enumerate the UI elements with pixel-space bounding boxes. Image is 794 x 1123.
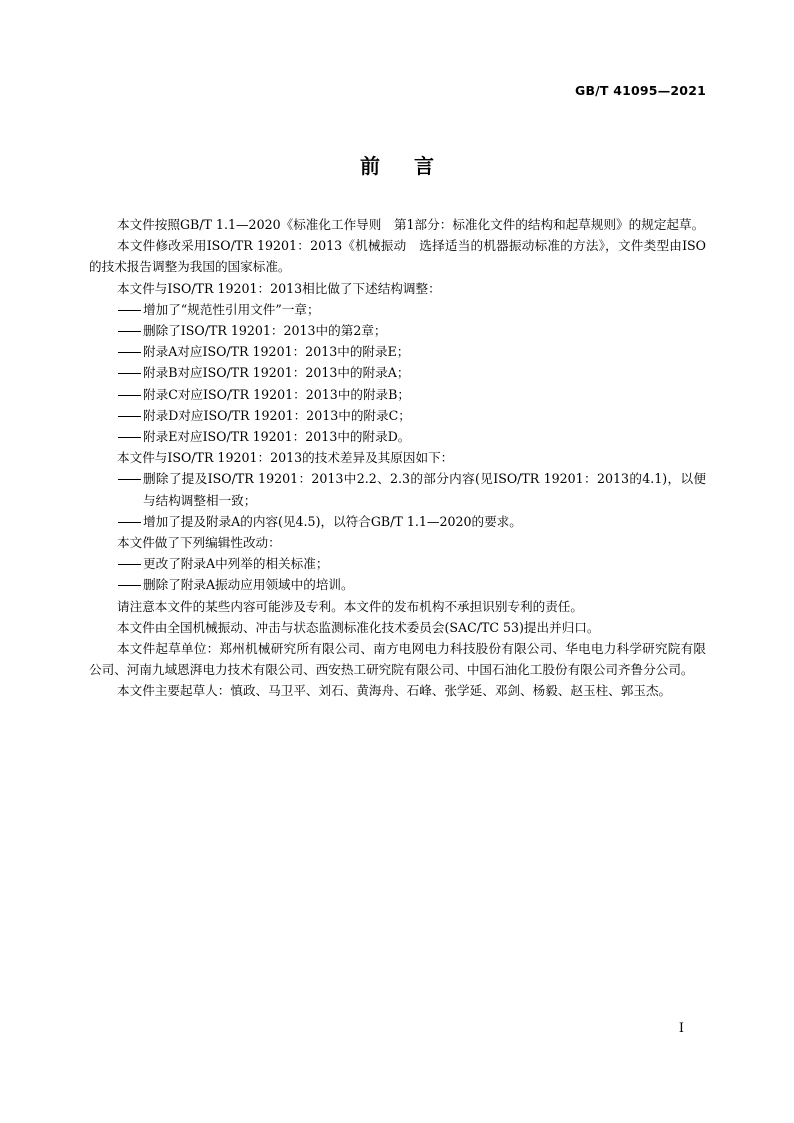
standard-number: GB/T 41095—2021	[574, 83, 706, 98]
editorial-changes-list	[89, 553, 706, 595]
list-item: 删除了附录A振动应用领域中的培训。	[143, 577, 354, 593]
list-item: 增加了提及附录A的内容(见4.5)，以符合GB/T 1.1—2020的要求。	[143, 513, 522, 529]
paragraph-drafting-rules: 本文件按照GB/T 1.1—2020《标准化工作导则 第1部分：标准化文件的结构和起草规则》的规定起草。	[117, 217, 705, 232]
structural-changes-list	[89, 299, 706, 447]
paragraph-technical-intro: 本文件与ISO/TR 19201：2013的技术差异及其原因如下：	[117, 450, 454, 466]
paragraph-proposer: 本文件由全国机械振动、冲击与状态监测标准化技术委员会(SAC/TC 53)提出并归口。	[117, 619, 600, 635]
paragraph-drafting-units: 本文件起草单位：郑州机械研究所有限公司、南方电网电力科技股份有限公司、华电电力科学研究院有限公司、河南九域恩湃电力技术有限公司、西安热工研究院有限公司、中国石油化工股份有限公司齐鲁分公司。	[89, 641, 706, 678]
list-item: 删除了提及ISO/TR 19201：2013中2.2、2.3的部分内容(见ISO/TR 19201：2013的4.1)，以便与结构调整相一致；	[143, 471, 706, 508]
paragraph-patent-notice: 请注意本文件的某些内容可能涉及专利。本文件的发布机构不承担识别专利的责任。	[117, 598, 583, 614]
paragraph-adoption: 本文件修改采用ISO/TR 19201：2013《机械振动 选择适当的机器振动标准的方法》，文件类型由ISO的技术报告调整为我国的国家标准。	[89, 238, 706, 275]
list-item: 附录D对应ISO/TR 19201：2013中的附录C；	[143, 407, 411, 423]
list-item: 增加了“规范性引用文件”一章；	[143, 301, 320, 317]
list-item: 更改了附录A中列举的相关标准；	[143, 556, 329, 572]
list-item: 删除了ISO/TR 19201：2013中的第2章；	[143, 323, 387, 339]
foreword-body	[89, 214, 706, 702]
list-item: 附录E对应ISO/TR 19201：2013中的附录D。	[143, 429, 411, 445]
page-title: 前言	[360, 154, 468, 178]
page-number: I	[678, 1021, 684, 1036]
paragraph-editorial-intro: 本文件做了下列编辑性改动：	[117, 535, 281, 551]
technical-differences-list	[89, 468, 706, 532]
paragraph-structural-intro: 本文件与ISO/TR 19201：2013相比做了下述结构调整：	[117, 280, 441, 296]
list-item: 附录B对应ISO/TR 19201：2013中的附录A；	[143, 365, 410, 381]
list-item: 附录A对应ISO/TR 19201：2013中的附录E；	[143, 344, 410, 360]
list-item: 附录C对应ISO/TR 19201：2013中的附录B；	[143, 386, 410, 402]
paragraph-drafters: 本文件主要起草人：慎政、马卫平、刘石、黄海舟、石峰、张学延、邓剑、杨毅、赵玉柱、郭玉杰。	[117, 683, 672, 699]
